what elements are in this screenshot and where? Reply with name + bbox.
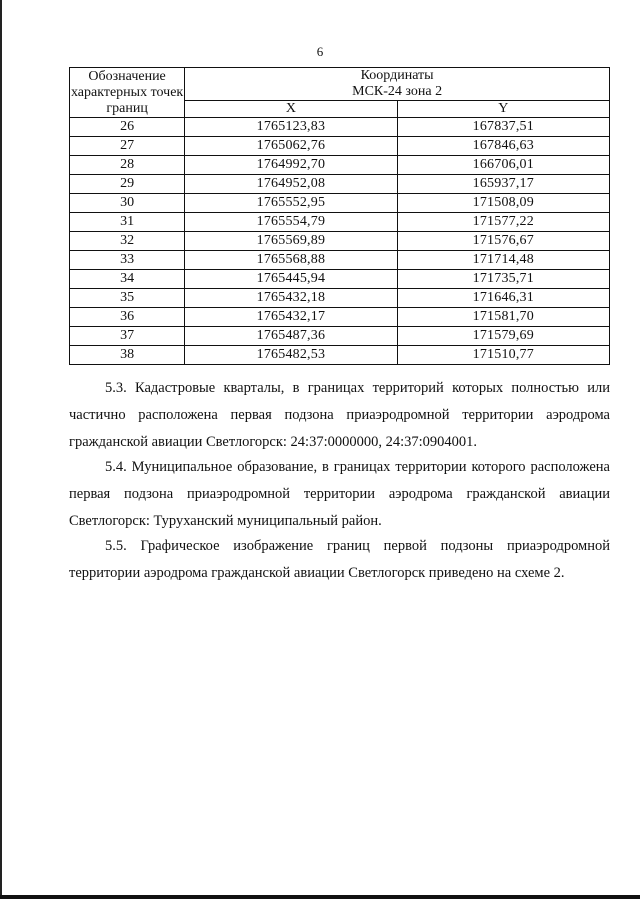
cell-point: 35	[70, 289, 185, 308]
cell-y: 171646,31	[397, 289, 609, 308]
table-row	[70, 289, 610, 308]
table-row	[70, 194, 610, 213]
paragraph-graphic-scheme	[69, 533, 610, 587]
cell-x: 1765482,53	[185, 346, 397, 365]
cell-point: 28	[70, 156, 185, 175]
table-row	[70, 346, 610, 365]
table-row	[70, 213, 610, 232]
table-row	[70, 327, 610, 346]
cell-y: 171735,71	[397, 270, 609, 289]
cell-y: 171510,77	[397, 346, 609, 365]
cell-y: 165937,17	[397, 175, 609, 194]
header-coordinates-title: Координаты	[360, 68, 434, 83]
cell-point: 26	[70, 118, 185, 137]
cell-y: 166706,01	[397, 156, 609, 175]
cell-x: 1765568,88	[185, 251, 397, 270]
header-point-label: Обозначение характерных точек границ	[70, 68, 184, 116]
cell-x: 1765445,94	[185, 270, 397, 289]
cell-y: 171714,48	[397, 251, 609, 270]
cell-point: 30	[70, 194, 185, 213]
cell-y: 171508,09	[397, 194, 609, 213]
cell-y: 171579,69	[397, 327, 609, 346]
header-x: X	[185, 101, 397, 118]
table-row	[70, 156, 610, 175]
table-row	[70, 137, 610, 156]
cell-x: 1765554,79	[185, 213, 397, 232]
cell-y: 167837,51	[397, 118, 609, 137]
table-row	[70, 308, 610, 327]
cell-y: 167846,63	[397, 137, 609, 156]
cell-x: 1764952,08	[185, 175, 397, 194]
header-y: Y	[397, 101, 609, 118]
cell-x: 1765432,18	[185, 289, 397, 308]
cell-y: 171576,67	[397, 232, 609, 251]
cell-x: 1765062,76	[185, 137, 397, 156]
paragraph-cadastral-quarters	[69, 375, 610, 456]
cell-x: 1765552,95	[185, 194, 397, 213]
table-row	[70, 251, 610, 270]
header-point-designation	[70, 68, 185, 118]
cell-x: 1765123,83	[185, 118, 397, 137]
cell-y: 171581,70	[397, 308, 609, 327]
cell-point: 38	[70, 346, 185, 365]
table-row	[70, 118, 610, 137]
scan-bottom-edge	[0, 895, 640, 899]
cell-point: 27	[70, 137, 185, 156]
table-row	[70, 232, 610, 251]
cell-point: 34	[70, 270, 185, 289]
cell-point: 29	[70, 175, 185, 194]
cell-x: 1765487,36	[185, 327, 397, 346]
cell-point: 31	[70, 213, 185, 232]
scan-left-edge	[0, 0, 2, 899]
table-row	[70, 175, 610, 194]
cell-x: 1765569,89	[185, 232, 397, 251]
coordinates-table	[69, 67, 610, 365]
table-body	[70, 118, 610, 365]
paragraph-municipality	[69, 454, 610, 535]
cell-point: 37	[70, 327, 185, 346]
cell-y: 171577,22	[397, 213, 609, 232]
cell-x: 1764992,70	[185, 156, 397, 175]
cell-x: 1765432,17	[185, 308, 397, 327]
header-coordinate-system: МСК-24 зона 2	[352, 84, 443, 99]
table-row	[70, 270, 610, 289]
cell-point: 36	[70, 308, 185, 327]
header-coordinates	[185, 68, 610, 101]
cell-point: 32	[70, 232, 185, 251]
paragraph-5-4: 5.4. Муниципальное образование, в границах территории которого расположена первая подзона приаэродромной территории аэродрома гражданской авиации Светлогорск: Туруханский муниципальный район.	[69, 459, 610, 529]
paragraph-5-5: 5.5. Графическое изображение границ первой подзоны приаэродромной территории аэродрома гражданской авиации Светлогорск приведено на схеме 2.	[69, 538, 610, 581]
paragraph-5-3: 5.3. Кадастровые кварталы, в границах территорий которых полностью или частично расположена первая подзона приаэродромной территории аэродрома гражданской авиации Светлогорск: 24:37:0000000, 24:37:0904001.	[69, 380, 610, 450]
cell-point: 33	[70, 251, 185, 270]
page-number: 6	[316, 44, 324, 59]
